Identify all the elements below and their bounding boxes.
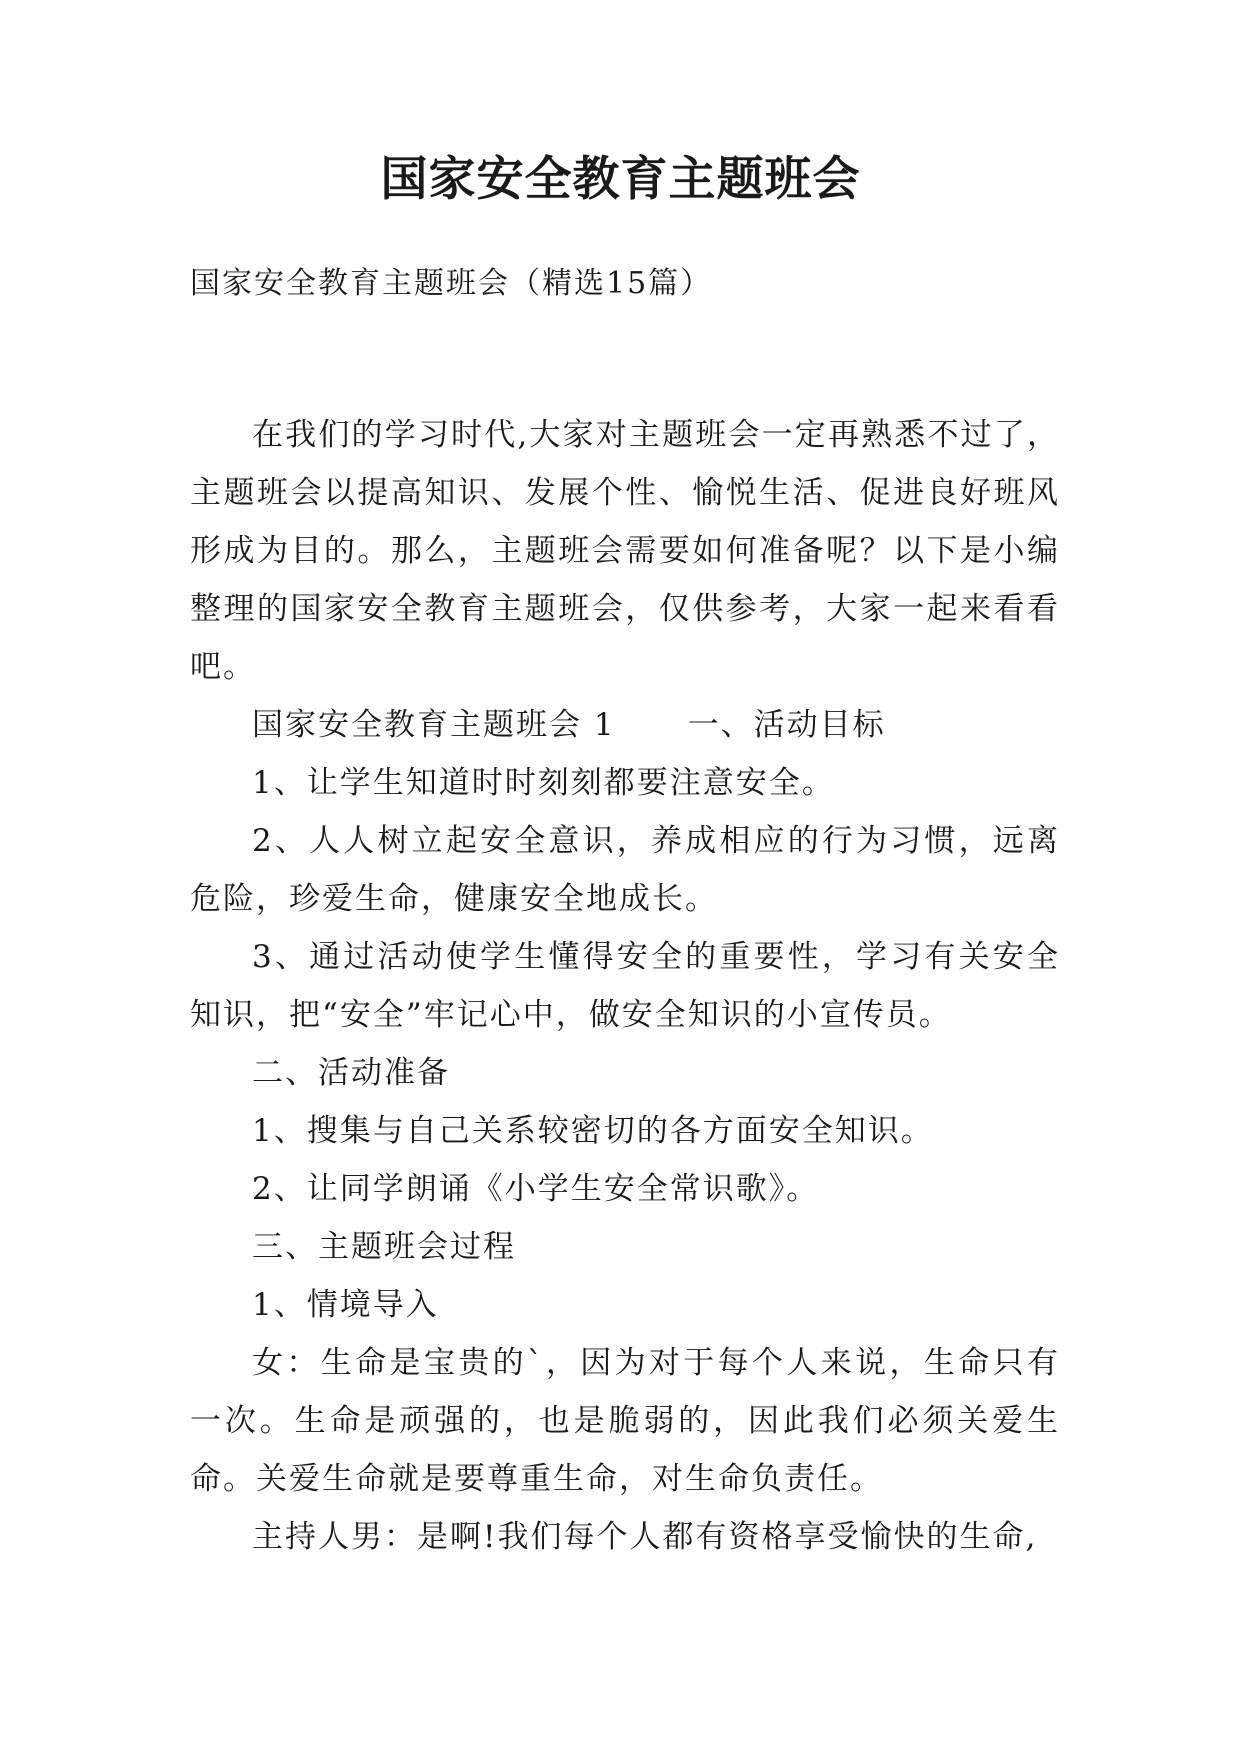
section-heading-line [190, 696, 1060, 754]
heading-meeting-process: 三、主题班会过程 [252, 1229, 516, 1265]
dialogue-female-host: 女：生命是宝贵的`，因为对于每个人来说，生命只有一次。生命是顽强的，也是脆弱的，因此我们必须关爱生命。关爱生命就是要尊重生命，对生命负责任。 [190, 1345, 1060, 1497]
intro-paragraph: 在我们的学习时代,大家对主题班会一定再熟悉不过了，主题班会以提高知识、发展个性、愉悦生活、促进良好班风形成为目的。那么，主题班会需要如何准备呢？以下是小编整理的国家安全教育主题班会，仅供参考，大家一起来看看吧。 [190, 417, 1060, 685]
goal-item-1: 1、让学生知道时时刻刻都要注意安全。 [252, 765, 835, 801]
document-title: 国家安全教育主题班会 [380, 152, 861, 207]
goal-item-2: 2、人人树立起安全意识，养成相应的行为习惯，远离危险，珍爱生命，健康安全地成长。 [190, 823, 1060, 917]
goal-item-3: 3、通过活动使学生懂得安全的重要性，学习有关安全知识，把“安全”牢记心中，做安全知识的小宣传员。 [190, 939, 1060, 1033]
section-title: 国家安全教育主题班会 1 [252, 707, 616, 743]
document-body [190, 406, 1060, 1566]
heading-activity-preparation: 二、活动准备 [252, 1055, 450, 1091]
process-step-1: 1、情境导入 [252, 1287, 439, 1323]
preparation-item-2: 2、让同学朗诵《小学生安全常识歌》。 [252, 1171, 820, 1207]
preparation-item-1: 1、搜集与自己关系较密切的各方面安全知识。 [252, 1113, 934, 1149]
heading-activity-goals: 一、活动目标 [687, 707, 886, 743]
dialogue-male-host: 主持人男：是啊!我们每个人都有资格享受愉快的生命, [252, 1519, 1038, 1555]
document-subtitle: 国家安全教育主题班会（精选15篇） [190, 266, 713, 301]
